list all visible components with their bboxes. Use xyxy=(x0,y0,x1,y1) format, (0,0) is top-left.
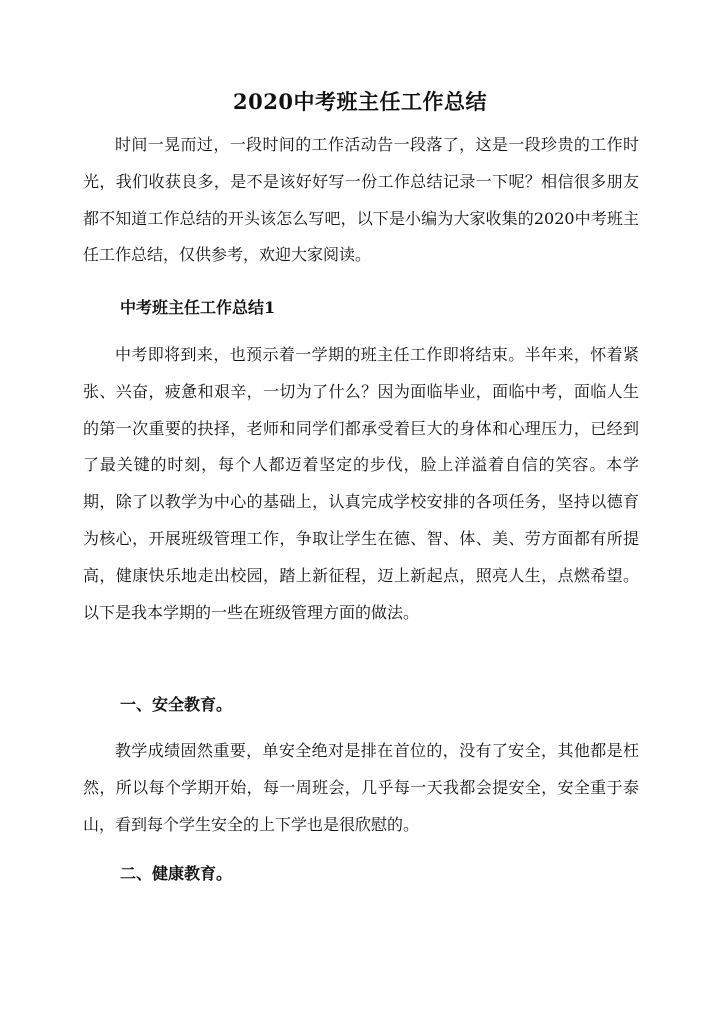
intro-paragraph: 时间一晃而过，一段时间的工作活动告一段落了，这是一段珍贵的工作时光，我们收获良多，是不是该好好写一份工作总结记录一下呢？相信很多朋友都不知道工作总结的开头该怎么写吧，以下是小编为大家收集的2020中考班主任工作总结，仅供参考，欢迎大家阅读。 xyxy=(83,135,639,265)
document-title: 2020中考班主任工作总结 xyxy=(233,89,487,114)
section-heading-safety-education: 一、安全教育。 xyxy=(120,695,233,714)
section-heading-summary-1: 中考班主任工作总结1 xyxy=(120,298,276,317)
section-body-summary-1: 中考即将到来，也预示着一学期的班主任工作即将结束。半年来，怀着紧张、兴奋，疲惫和艰辛，一切为了什么？因为面临毕业，面临中考，面临人生的第一次重要的抉择，老师和同学们都承受着巨大的身体和心理压力，已经到了最关键的时刻，每个人都迈着坚定的步伐，脸上洋溢着自信的笑容。本学期，除了以教学为中心的基础上，认真完成学校安排的各项任务，坚持以德育为核心，开展班级管理工作，争取让学生在德、智、体、美、劳方面都有所提高，健康快乐地走出校园，踏上新征程，迈上新起点，照亮人生，点燃希望。以下是我本学期的一些在班级管理方面的做法。 xyxy=(83,345,639,622)
section-body-safety-education: 教学成绩固然重要，单安全绝对是排在首位的，没有了安全，其他都是枉然，所以每个学期开始，每一周班会，几乎每一天我都会提安全，安全重于泰山，看到每个学生安全的上下学也是很欣慰的。 xyxy=(83,741,639,834)
section-heading-health-education: 二、健康教育。 xyxy=(120,864,233,883)
